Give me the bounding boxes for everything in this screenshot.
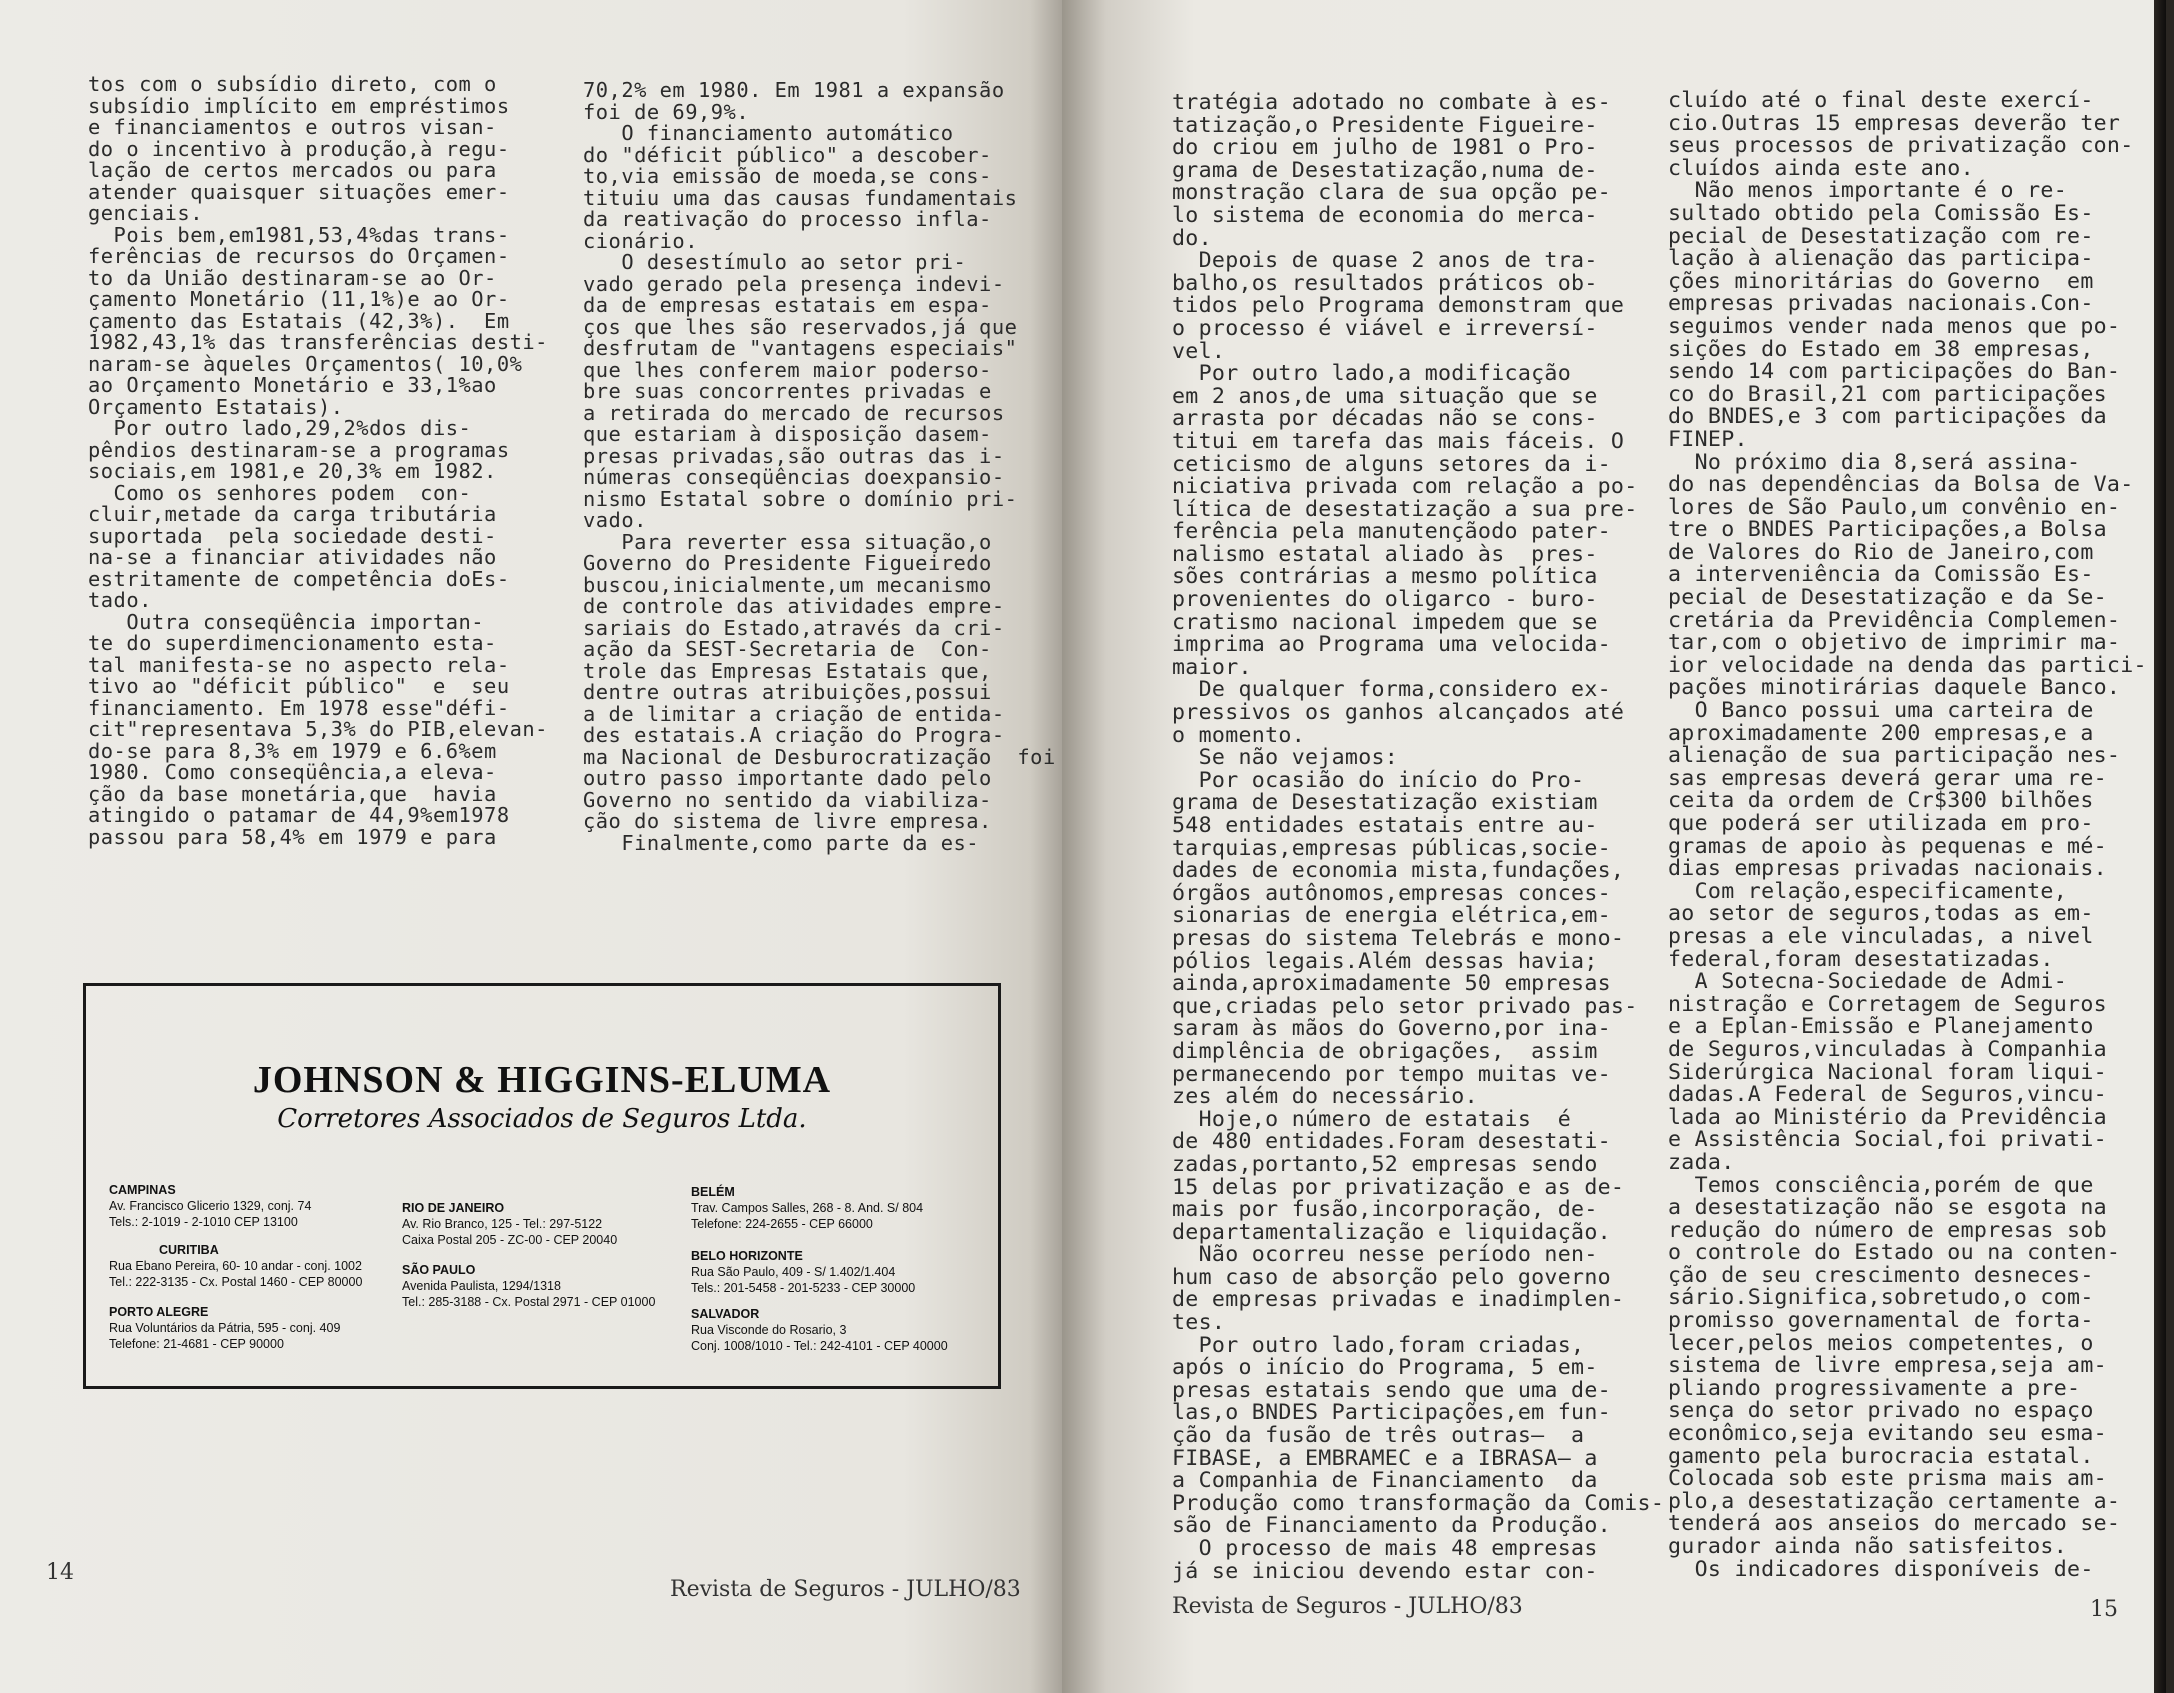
text-line: las,o BNDES Participações,em fun- [1172, 1400, 1611, 1426]
text-line: pressivos os ganhos alcançados até [1172, 700, 1625, 726]
text-line: gamento pela burocracia estatal. [1668, 1443, 2094, 1469]
text-column-2 [583, 80, 1056, 854]
text-line: Por outro lado,a modificação [1172, 361, 1572, 387]
text-column-1 [88, 74, 548, 848]
text-line: ao Orçamento Monetário e 33,1%ao [88, 373, 497, 397]
text-line: na-se a financiar atividades não [88, 545, 497, 569]
text-line: Produção como transformação da Comis- [1172, 1490, 1665, 1516]
office-salvador: SALVADOR Rua Visconde do Rosario, 3 Conj. 1008/1010 - Tel.: 242-4101 - CEP 40000 [691, 1307, 948, 1353]
text-line: maior. [1172, 654, 1252, 680]
text-line: departamentalização e liquidação. [1172, 1219, 1611, 1245]
text-line: lação de certos mercados ou para [88, 158, 497, 182]
text-line: de controle das atividades empre- [583, 594, 1005, 618]
text-line: desfrutam de "vantagens especiais" [583, 336, 1018, 360]
text-line: imprima ao Programa uma velocida- [1172, 632, 1611, 658]
text-line: 1980. Como conseqüência,a eleva- [88, 760, 497, 784]
text-line: pólios legais.Além dessas havia; [1172, 948, 1598, 974]
office-sao-paulo: SÃO PAULO Avenida Paulista, 1294/1318 Tel.: 285-3188 - Cx. Postal 2971 - CEP 01000 [402, 1263, 656, 1309]
text-line: tarquias,empresas públicas,socie- [1172, 835, 1611, 861]
text-line: órgãos autônomos,empresas conces- [1172, 880, 1611, 906]
text-line: seguimos vender nada menos que po- [1668, 313, 2121, 339]
text-line: pliando progressivamente a pre- [1668, 1375, 2081, 1401]
text-line: ma Nacional de Desburocratização foi [583, 744, 1056, 769]
text-line: tenderá aos anseios do mercado se- [1668, 1511, 2121, 1537]
text-line: te do superdimencionamento esta- [88, 631, 497, 655]
text-line: Os indicadores disponíveis de- [1668, 1556, 2094, 1582]
ad-subtitle: Corretores Associados de Seguros Ltda. [277, 1104, 807, 1134]
text-line: pecial de Desestatização com re- [1668, 223, 2094, 249]
text-line: Finalmente,como parte da es- [583, 830, 980, 855]
text-line: ceita da ordem de Cr$300 bilhões [1668, 788, 2094, 814]
text-line: atingido o patamar de 44,9%em1978 [88, 803, 510, 827]
text-line: tivo ao "déficit público" e seu [88, 674, 510, 698]
text-line: cluídos ainda este ano. [1668, 155, 1974, 181]
text-line: Por outro lado,29,2%dos dis- [88, 416, 472, 440]
text-line: o processo é viável e irreversí- [1172, 315, 1598, 341]
text-line: financiamento. Em 1978 esse"défi- [88, 695, 510, 720]
text-line: Hoje,o número de estatais é [1172, 1106, 1572, 1132]
text-line: cratismo nacional impedem que se [1172, 609, 1598, 635]
text-line: Governo no sentido da viabiliza- [583, 787, 992, 812]
text-column-3 [1172, 92, 1664, 1583]
text-line: tatização,o Presidente Figueire- [1172, 112, 1598, 138]
footer-left: Revista de Seguros - JULHO/83 [670, 1577, 1021, 1602]
text-line: cio.Outras 15 empresas deverão ter [1668, 110, 2121, 136]
text-line: A Sotecna-Sociedade de Admi- [1668, 969, 2068, 995]
text-line: 548 entidades estatais entre au- [1172, 813, 1598, 838]
text-line: após o início do Programa, 5 em- [1172, 1355, 1598, 1381]
text-line: da reativação do processo infla- [583, 207, 992, 231]
text-line: sas empresas deverá gerar uma re- [1668, 765, 2107, 791]
text-line: o controle do Estado ou na conten- [1668, 1240, 2121, 1266]
text-line: titui em tarefa das mais fáceis. O [1172, 428, 1625, 454]
text-line: que,criadas pelo setor privado pas- [1172, 993, 1638, 1019]
text-line: grama de Desestatização existiam [1172, 790, 1598, 816]
advertisement [83, 983, 1001, 1389]
text-line: que estariam à disposição dasem- [583, 422, 992, 446]
text-line: a Companhia de Financiamento da [1172, 1468, 1598, 1494]
office-curitiba: CURITIBA Rua Ebano Pereira, 60- 10 andar - conj. 1002 Tel.: 222-3135 - Cx. Postal 1460 - CEP 80000 [109, 1243, 363, 1289]
text-line: lítica de desestatização a sua pre- [1172, 496, 1638, 522]
text-line: gramas de apoio às pequenas e mé- [1668, 833, 2107, 859]
text-line: lada ao Ministério da Previdência [1668, 1104, 2107, 1130]
text-line: pecial de Desestatização e da Se- [1668, 585, 2107, 611]
text-line: Não ocorreu nesse período nen- [1172, 1242, 1598, 1268]
text-line: O desestímulo ao setor pri- [583, 250, 967, 274]
text-line: nismo Estatal sobre o domínio pri- [583, 486, 1018, 511]
text-line: ior velocidade na denda das partici- [1668, 652, 2147, 678]
text-column-4 [1668, 90, 2147, 1581]
text-line: naram-se àqueles Orçamentos( 10,0% [88, 351, 523, 376]
text-line: Orçamento Estatais). [88, 394, 344, 419]
text-line: tar,com o objetivo de imprimir ma- [1668, 630, 2121, 656]
text-line: ção de seu crescimento desneces- [1668, 1262, 2094, 1288]
text-line: trole das Empresas Estatais que, [583, 658, 992, 683]
text-line: FINEP. [1668, 426, 1748, 452]
text-line: a de limitar a criação de entida- [583, 701, 1005, 726]
text-line: sociais,em 1981,e 20,3% em 1982. [88, 459, 497, 483]
text-line: de empresas privadas e inadimplen- [1172, 1287, 1625, 1313]
text-line: sendo 14 com participações do Ban- [1668, 359, 2121, 385]
text-line: de Valores do Rio de Janeiro,com [1668, 539, 2094, 565]
text-line: De qualquer forma,considero ex- [1172, 677, 1611, 703]
text-line: cretária da Previdência Complemen- [1668, 607, 2121, 633]
text-line: federal,foram desestatizadas. [1668, 946, 2054, 972]
office-campinas: CAMPINAS Av. Francisco Glicerio 1329, conj. 74 Tels.: 2-1019 - 2-1010 CEP 13100 [109, 1183, 312, 1229]
text-line: tre o BNDES Participações,a Bolsa [1668, 517, 2107, 543]
text-line: Para reverter essa situação,o [583, 529, 992, 554]
text-line: niciativa privada com relação a po- [1172, 474, 1638, 500]
text-line: Pois bem,em1981,53,4%das trans- [88, 222, 510, 247]
text-line: 15 delas por privatização e as de- [1172, 1174, 1625, 1200]
text-line: bre suas concorrentes privadas e [583, 379, 992, 403]
text-line: genciais. [88, 201, 203, 225]
text-line: cionário. [583, 228, 698, 253]
footer-right: Revista de Seguros - JULHO/83 [1172, 1594, 1523, 1619]
text-line: do. [1172, 225, 1212, 251]
text-line: seus processos de privatização con- [1668, 133, 2134, 159]
text-line: sário.Significa,sobretudo,o com- [1668, 1285, 2094, 1311]
text-line: de Seguros,vinculadas à Companhia [1668, 1036, 2107, 1062]
text-line: atender quaisquer situações emer- [88, 179, 510, 204]
text-line: ferência pela manutençãodo pater- [1172, 519, 1611, 545]
text-line: e financiamentos e outros visan- [88, 115, 497, 139]
text-line: a interveniência da Comissão Es- [1668, 562, 2094, 588]
text-line: permanecendo por tempo muitas ve- [1172, 1061, 1611, 1087]
text-line: lores de São Paulo,um convênio en- [1668, 494, 2121, 520]
text-line: balho,os resultados práticos ob- [1172, 270, 1598, 296]
text-line: tituiu uma das causas fundamentais [583, 185, 1018, 210]
text-line: vado gerado pela presença indevi- [583, 271, 1005, 296]
ad-title: JOHNSON & HIGGINS-ELUMA [252, 1059, 832, 1101]
page-number-right: 15 [2090, 1597, 2118, 1622]
text-line: dades de economia mista,fundações, [1172, 858, 1625, 884]
text-line: dimplência de obrigações, assim [1172, 1038, 1598, 1064]
text-line: Siderúrgica Nacional foram liqui- [1668, 1059, 2107, 1085]
text-line: dentre outras atribuições,possui [583, 680, 992, 704]
text-line: cluído até o final deste exercí- [1668, 88, 2094, 113]
text-line: são de Financiamento da Produção. [1172, 1513, 1611, 1539]
text-line: lação à alienação das participa- [1668, 246, 2094, 272]
office-rio-de-janeiro: RIO DE JANEIRO Av. Rio Branco, 125 - Tel.: 297-5122 Caixa Postal 205 - ZC-00 - CEP 20040 [402, 1201, 618, 1247]
text-line: Se não vejamos: [1172, 745, 1399, 771]
text-line: dadas.A Federal de Seguros,vincu- [1668, 1082, 2107, 1108]
text-line: do-se para 8,3% em 1979 e 6.6%em [88, 738, 497, 763]
text-line: lo sistema de economia do merca- [1172, 202, 1598, 228]
text-line: tado. [88, 588, 152, 612]
text-line: ções minoritárias do Governo em [1668, 268, 2094, 294]
text-line: Como os senhores podem con- [88, 480, 472, 505]
text-line: co do Brasil,21 com participações [1668, 381, 2107, 407]
text-line: 1982,43,1% das transferências desti- [88, 330, 548, 354]
text-line: ção da base monetária,que havia [88, 781, 497, 806]
text-line: tal manifesta-se no aspecto rela- [88, 652, 510, 677]
text-line: sultado obtido pela Comissão Es- [1668, 200, 2094, 226]
text-line: númeras conseqüências doexpansio- [583, 465, 1005, 489]
text-line: ferências de recursos do Orçamen- [88, 244, 510, 268]
page-number-left: 14 [46, 1560, 74, 1585]
left-page [0, 0, 1062, 1693]
text-line: promisso governamental de forta- [1668, 1308, 2094, 1334]
text-line: passou para 58,4% em 1979 e para [88, 824, 497, 849]
text-line: a desestatização não se esgota na [1668, 1195, 2107, 1221]
text-line: zadas,portanto,52 empresas sendo [1172, 1151, 1598, 1177]
text-line: aproximadamente 200 empresas,e a [1668, 720, 2094, 746]
text-line: sença do setor privado no espaço [1668, 1398, 2094, 1424]
text-line: cit"representava 5,3% do PIB,elevan- [88, 717, 548, 741]
text-line: vel. [1172, 338, 1226, 364]
text-line: do criou em julho de 1981 o Pro- [1172, 135, 1598, 161]
text-line: Por ocasião do início do Pro- [1172, 767, 1585, 793]
text-line: çamento das Estatais (42,3%). Em [88, 308, 510, 333]
text-line: subsídio implícito em empréstimos [88, 93, 510, 118]
text-line: presas do sistema Telebrás e mono- [1172, 925, 1625, 951]
text-line: FIBASE, a EMBRAMEC e a IBRASA— a [1172, 1445, 1598, 1471]
text-line: que lhes conferem maior poderso- [583, 357, 992, 382]
text-line: Colocada sob este prisma mais am- [1668, 1466, 2107, 1492]
text-line: tos com o subsídio direto, com o [88, 72, 497, 96]
text-line: tidos pelo Programa demonstram que [1172, 293, 1625, 319]
text-line: Outra conseqüência importan- [88, 609, 485, 634]
text-line: Governo do Presidente Figueiredo [583, 551, 992, 575]
text-line: Temos consciência,porém de que [1668, 1172, 2094, 1198]
text-line: arrasta por décadas não se cons- [1172, 406, 1598, 432]
text-line: alienação de sua participação nes- [1668, 743, 2121, 769]
text-line: lecer,pelos meios competentes, o [1668, 1330, 2094, 1356]
text-line: zada. [1668, 1149, 1735, 1175]
text-line: de 480 entidades.Foram desestati- [1172, 1129, 1611, 1155]
text-line: que poderá ser utilizada em pro- [1668, 811, 2094, 836]
text-line: econômico,seja evitando seu esma- [1668, 1421, 2107, 1447]
text-line: grama de Desestatização,numa de- [1172, 157, 1598, 183]
text-line: foi de 69,9%. [583, 99, 750, 124]
text-line: Com relação,especificamente, [1668, 878, 2068, 904]
text-line: sistema de livre empresa,seja am- [1668, 1353, 2107, 1379]
text-line: e Assistência Social,foi privati- [1668, 1127, 2107, 1153]
text-line: ceticismo de alguns setores da i- [1172, 451, 1611, 477]
text-line: vado. [583, 508, 647, 532]
text-line: 70,2% em 1980. Em 1981 a expansão [583, 78, 1005, 102]
text-line: ainda,aproximadamente 50 empresas [1172, 971, 1611, 997]
text-line: já se iniciou devendo estar con- [1172, 1558, 1598, 1584]
text-line: do nas dependências da Bolsa de Va- [1668, 472, 2134, 498]
text-line: ao setor de seguros,todas as em- [1668, 901, 2094, 927]
text-line: provenientes do oligarco - buro- [1172, 587, 1598, 613]
text-line: suportada pela sociedade desti- [88, 523, 497, 548]
text-line: sionarias de energia elétrica,em- [1172, 903, 1611, 929]
office-porto-alegre: PORTO ALEGRE Rua Voluntários da Pátria, 595 - conj. 409 Telefone: 21-4681 - CEP 90000 [109, 1305, 341, 1351]
text-line: sições do Estado em 38 empresas, [1668, 336, 2094, 362]
text-line: da de empresas estatais em espa- [583, 293, 992, 317]
text-line: monstração clara de sua opção pe- [1172, 180, 1611, 206]
text-line: to da União destinaram-se ao Or- [88, 265, 497, 290]
text-line: des estatais.A criação do Progra- [583, 723, 1005, 747]
text-line: do BNDES,e 3 com participações da [1668, 404, 2107, 430]
text-line: presas privadas,são outras das i- [583, 443, 1005, 468]
text-line: ços que lhes são reservados,já que [583, 314, 1018, 339]
text-line: Não menos importante é o re- [1668, 178, 2068, 204]
text-line: presas estatais sendo que uma de- [1172, 1377, 1611, 1403]
text-line: saram às mãos do Governo,por ina- [1172, 1016, 1611, 1042]
text-line: do o incentivo à produção,à regu- [88, 136, 510, 161]
text-line: cluir,metade da carga tributária [88, 502, 497, 526]
text-line: O financiamento automático [583, 121, 954, 145]
text-line: empresas privadas nacionais.Con- [1668, 291, 2094, 317]
text-line: estritamente de competência doEs- [88, 566, 510, 591]
text-line: dias empresas privadas nacionais. [1668, 856, 2107, 882]
text-line: Por outro lado,foram criadas, [1172, 1332, 1585, 1358]
text-line: outro passo importante dado pelo [583, 766, 992, 790]
text-line: ação da SEST-Secretaria de Con- [583, 637, 992, 661]
text-line: em 2 anos,de uma situação que se [1172, 383, 1598, 409]
text-line: mais por fusão,incorporação, de- [1172, 1197, 1598, 1223]
text-line: plo,a desestatização certamente a- [1668, 1488, 2121, 1514]
text-line: ção do sistema de livre empresa. [583, 809, 992, 833]
text-line: Depois de quase 2 anos de tra- [1172, 248, 1598, 274]
text-line: O processo de mais 48 empresas [1172, 1536, 1598, 1561]
text-line: o momento. [1172, 722, 1306, 748]
text-line: nistração e Corretagem de Seguros [1668, 991, 2107, 1017]
text-line: hum caso de absorção pelo governo [1172, 1264, 1611, 1290]
text-line: tes. [1172, 1310, 1226, 1336]
book-edge [2154, 0, 2166, 1693]
text-line: nalismo estatal aliado às pres- [1172, 541, 1598, 567]
office-belo-horizonte: BELO HORIZONTE Rua São Paulo, 409 - S/ 1.402/1.404 Tels.: 201-5458 - 201-5233 - CEP 30000 [691, 1249, 916, 1295]
text-line: do "déficit público" a descober- [583, 142, 992, 167]
text-line: zes além do necessário. [1172, 1084, 1478, 1110]
text-line: çamento Monetário (11,1%)e ao Or- [88, 287, 510, 311]
text-line: redução do número de empresas sob [1668, 1217, 2107, 1243]
text-line: ção da fusão de três outras— a [1172, 1423, 1585, 1449]
office-belem: BELÉM Trav. Campos Salles, 268 - 8. And. S/ 804 Telefone: 224-2655 - CEP 66000 [691, 1185, 924, 1231]
text-line: a retirada do mercado de recursos [583, 400, 1005, 425]
text-line: presas a ele vinculadas, a nivel [1668, 923, 2094, 949]
text-line: No próximo dia 8,será assina- [1668, 449, 2081, 475]
text-line: buscou,inicialmente,um mecanismo [583, 572, 992, 597]
text-line: gurador ainda não satisfeitos. [1668, 1534, 2068, 1559]
text-line: tratégia adotado no combate à es- [1172, 90, 1611, 115]
text-line: e a Eplan-Emissão e Planejamento [1668, 1014, 2094, 1040]
right-page [1062, 0, 2166, 1693]
text-line: to,via emissão de moeda,se cons- [583, 164, 992, 188]
text-line: pações minotirárias daquele Banco. [1668, 675, 2121, 701]
text-line: sões contrárias a mesmo política [1172, 564, 1598, 590]
text-line: sariais do Estado,através da cri- [583, 615, 1005, 640]
text-line: O Banco possui uma carteira de [1668, 698, 2094, 724]
text-line: pêndios destinaram-se a programas [88, 437, 510, 462]
